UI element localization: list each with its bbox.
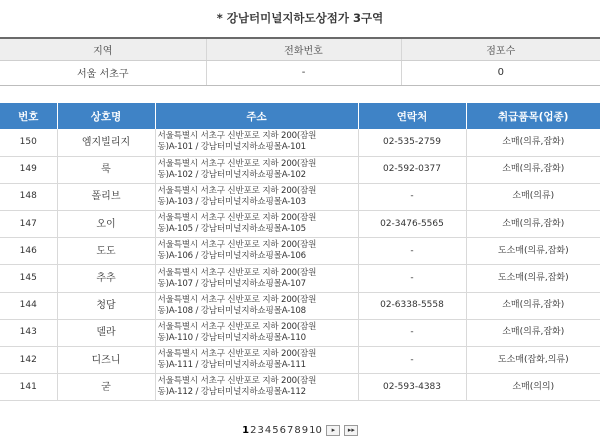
cell-number: 148 xyxy=(0,183,57,210)
address-line-2: 동)A-105 / 강남터미널지하쇼핑몰A-105 xyxy=(157,224,306,235)
info-header-store-count: 점포수 xyxy=(401,38,600,60)
cell-number: 147 xyxy=(0,211,57,238)
address-line-1: 서울특별시 서초구 신반포로 지하 200(잠원 xyxy=(157,376,317,387)
cell-address xyxy=(155,292,358,319)
cell-address xyxy=(155,129,358,156)
address-line-1: 서울특별시 서초구 신반포로 지하 200(잠원 xyxy=(157,131,317,142)
address-line-2: 동)A-102 / 강남터미널지하쇼핑몰A-102 xyxy=(157,169,306,180)
cell-items: 소매(의류,잡화) xyxy=(466,211,600,238)
cell-contact: - xyxy=(358,238,466,265)
next-page-button[interactable]: ▸ xyxy=(326,425,340,436)
cell-items: 소매(의류,잡화) xyxy=(466,319,600,346)
cell-items: 소매(의류) xyxy=(466,183,600,210)
cell-contact: 02-535-2759 xyxy=(358,129,466,156)
cell-store-name: 폴리브 xyxy=(57,183,155,210)
table-row xyxy=(0,319,600,346)
cell-number: 143 xyxy=(0,319,57,346)
cell-address xyxy=(155,238,358,265)
cell-number: 149 xyxy=(0,156,57,183)
info-value-phone: - xyxy=(206,60,401,85)
cell-store-name: 오이 xyxy=(57,211,155,238)
page-link-1[interactable]: 1 xyxy=(242,425,250,436)
cell-items: 소매(의류,잡화) xyxy=(466,129,600,156)
cell-contact: 02-3476-5565 xyxy=(358,211,466,238)
cell-store-name: 굳 xyxy=(57,374,155,401)
cell-store-name: 추추 xyxy=(57,265,155,292)
table-row xyxy=(0,211,600,238)
table-row xyxy=(0,374,600,401)
address-line-2: 동)A-108 / 강남터미널지하쇼핑몰A-108 xyxy=(157,305,306,316)
address-line-1: 서울특별시 서초구 신반포로 지하 200(잠원 xyxy=(157,267,317,278)
cell-items: 도소매(의류,잡화) xyxy=(466,238,600,265)
page-link-3[interactable]: 3 xyxy=(257,425,264,436)
address-line-2: 동)A-106 / 강남터미널지하쇼핑몰A-106 xyxy=(157,251,306,262)
list-header-contact: 연락처 xyxy=(358,103,466,129)
cell-contact: 02-6338-5558 xyxy=(358,292,466,319)
cell-store-name: 델라 xyxy=(57,319,155,346)
address-line-2: 동)A-111 / 강남터미널지하쇼핑몰A-111 xyxy=(157,360,306,371)
cell-address xyxy=(155,183,358,210)
cell-number: 141 xyxy=(0,374,57,401)
cell-address xyxy=(155,156,358,183)
cell-store-name: 룩 xyxy=(57,156,155,183)
cell-items: 소매(의류,잡화) xyxy=(466,292,600,319)
cell-number: 146 xyxy=(0,238,57,265)
cell-contact: - xyxy=(358,183,466,210)
cell-address xyxy=(155,265,358,292)
page-link-6[interactable]: 6 xyxy=(279,425,286,436)
address-line-1: 서울특별시 서초구 신반포로 지하 200(잠원 xyxy=(157,185,317,196)
table-row xyxy=(0,347,600,374)
page-link-4[interactable]: 4 xyxy=(264,425,272,436)
info-value-store-count: 0 xyxy=(401,60,600,85)
page-link-7[interactable]: 7 xyxy=(286,425,294,436)
cell-address xyxy=(155,211,358,238)
cell-items: 도소매(의류,잡화) xyxy=(466,265,600,292)
cell-items: 소매(의류,잡화) xyxy=(466,156,600,183)
info-header-phone: 전화번호 xyxy=(206,38,401,60)
store-list-table xyxy=(0,103,600,401)
cell-address xyxy=(155,319,358,346)
address-line-2: 동)A-103 / 강남터미널지하쇼핑몰A-103 xyxy=(157,196,306,207)
last-page-button[interactable]: ▸▸ xyxy=(344,425,358,436)
address-line-1: 서울특별시 서초구 신반포로 지하 200(잠원 xyxy=(157,294,317,305)
page-link-2[interactable]: 2 xyxy=(250,425,257,436)
page-link-5[interactable]: 5 xyxy=(272,425,279,436)
cell-contact: - xyxy=(358,347,466,374)
table-row xyxy=(0,292,600,319)
table-row xyxy=(0,238,600,265)
cell-number: 145 xyxy=(0,265,57,292)
list-header-address: 주소 xyxy=(155,103,358,129)
cell-contact: - xyxy=(358,319,466,346)
cell-contact: 02-592-0377 xyxy=(358,156,466,183)
page-title: * 강남터미널지하도상점가 3구역 xyxy=(216,11,384,25)
address-line-1: 서울특별시 서초구 신반포로 지하 200(잠원 xyxy=(157,349,317,360)
cell-number: 142 xyxy=(0,347,57,374)
page-link-9[interactable]: 9 xyxy=(301,425,309,436)
info-value-region: 서울 서초구 xyxy=(0,60,206,85)
cell-store-name: 엠지빌리지 xyxy=(57,129,155,156)
cell-store-name: 디즈니 xyxy=(57,347,155,374)
cell-items: 소매(의의) xyxy=(466,374,600,401)
address-line-1: 서울특별시 서초구 신반포로 지하 200(잠원 xyxy=(157,158,317,169)
cell-store-name: 도도 xyxy=(57,238,155,265)
pagination xyxy=(0,424,600,438)
list-header-items: 취급품목(업종) xyxy=(466,103,600,129)
address-line-1: 서울특별시 서초구 신반포로 지하 200(잠원 xyxy=(157,213,317,224)
page-link-8[interactable]: 8 xyxy=(294,425,301,436)
cell-number: 150 xyxy=(0,129,57,156)
address-line-1: 서울특별시 서초구 신반포로 지하 200(잠원 xyxy=(157,240,317,251)
table-row xyxy=(0,129,600,156)
table-row xyxy=(0,156,600,183)
cell-store-name: 청담 xyxy=(57,292,155,319)
cell-contact: - xyxy=(358,265,466,292)
address-line-2: 동)A-101 / 강남터미널지하쇼핑몰A-101 xyxy=(157,142,306,153)
list-header-number: 번호 xyxy=(0,103,57,129)
table-row xyxy=(0,265,600,292)
cell-address xyxy=(155,374,358,401)
address-line-2: 동)A-110 / 강남터미널지하쇼핑몰A-110 xyxy=(157,332,306,343)
cell-address xyxy=(155,347,358,374)
table-row xyxy=(0,183,600,210)
page-link-10[interactable]: 10 xyxy=(309,425,322,436)
address-line-2: 동)A-112 / 강남터미널지하쇼핑몰A-112 xyxy=(157,387,306,398)
cell-number: 144 xyxy=(0,292,57,319)
cell-contact: 02-593-4383 xyxy=(358,374,466,401)
cell-items: 도소매(잡화,의류) xyxy=(466,347,600,374)
info-header-region: 지역 xyxy=(0,38,206,60)
address-line-1: 서울특별시 서초구 신반포로 지하 200(잠원 xyxy=(157,321,317,332)
address-line-2: 동)A-107 / 강남터미널지하쇼핑몰A-107 xyxy=(157,278,306,289)
list-header-store-name: 상호명 xyxy=(57,103,155,129)
region-info-table xyxy=(0,37,600,86)
